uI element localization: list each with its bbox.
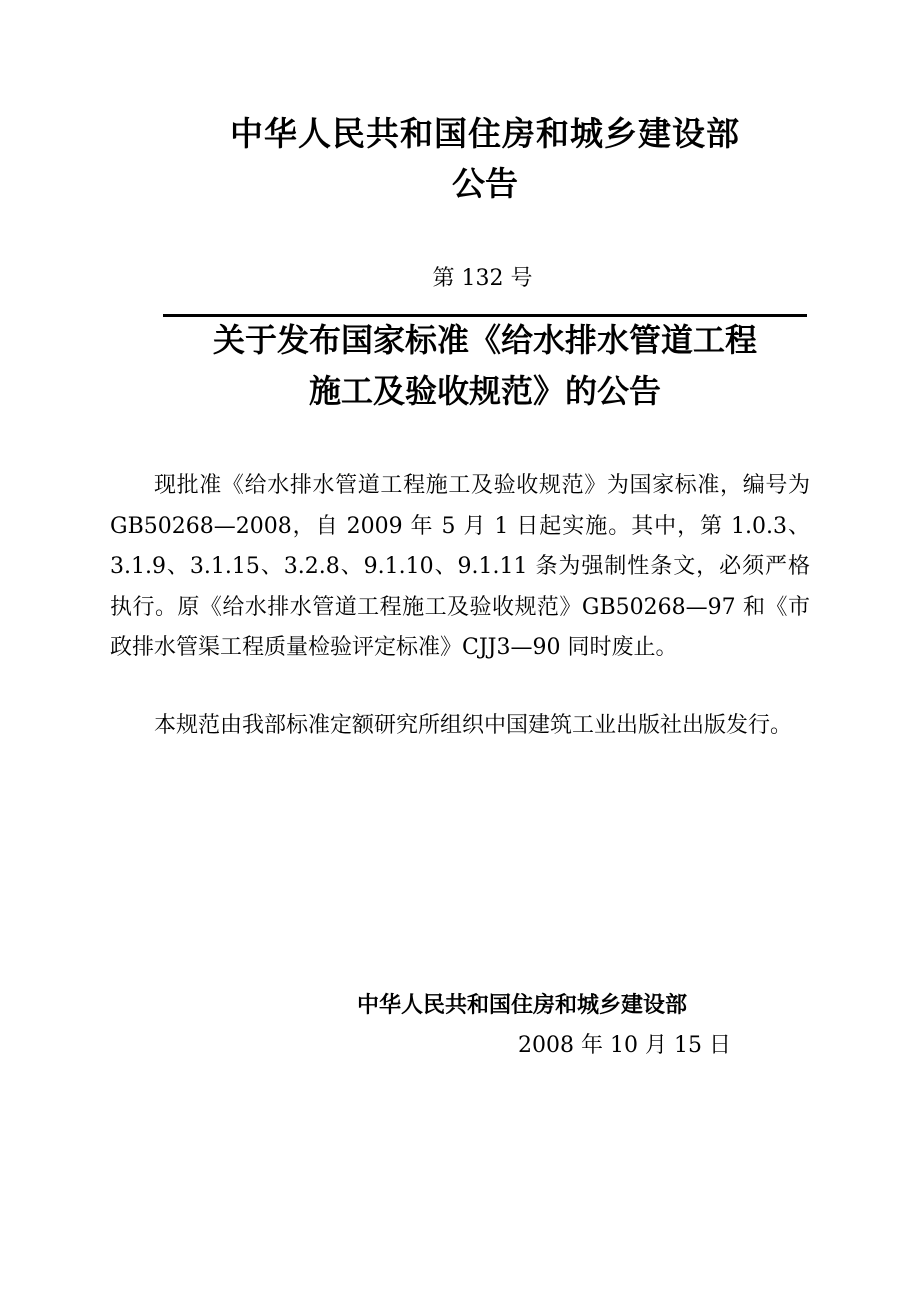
signature-organization: 中华人民共和国住房和城乡建设部 [357, 993, 688, 1018]
body-paragraph-1: 现批准《给水排水管道工程施工及验收规范》为国家标准，编号为 GB50268—2008，自 2009 年 5 月 1 日起实施。其中，第 1.0.3、3.1.9、3.1.15、3.2.8、9.1.10、9.1.11 条为强制性条文，必须严格执行。原《给水排水管道工程施工及验收规范》GB50268—97 和《市政排水管渠工程质量检验评定标准》CJJ3—90 同时废止。 [110, 473, 810, 660]
document-type: 公告 [452, 164, 518, 203]
header-divider [163, 314, 807, 317]
signature-date: 2008 年 10 月 15 日 [518, 1033, 731, 1058]
document-number: 第 132 号 [432, 266, 533, 291]
announcement-title-line1: 关于发布国家标准《给水排水管道工程 [212, 321, 757, 359]
announcement-title-line2: 施工及验收规范》的公告 [308, 372, 661, 410]
ministry-title: 中华人民共和国住房和城乡建设部 [230, 114, 740, 153]
body-paragraph-2: 本规范由我部标准定额研究所组织中国建筑工业出版社出版发行。 [154, 713, 793, 738]
